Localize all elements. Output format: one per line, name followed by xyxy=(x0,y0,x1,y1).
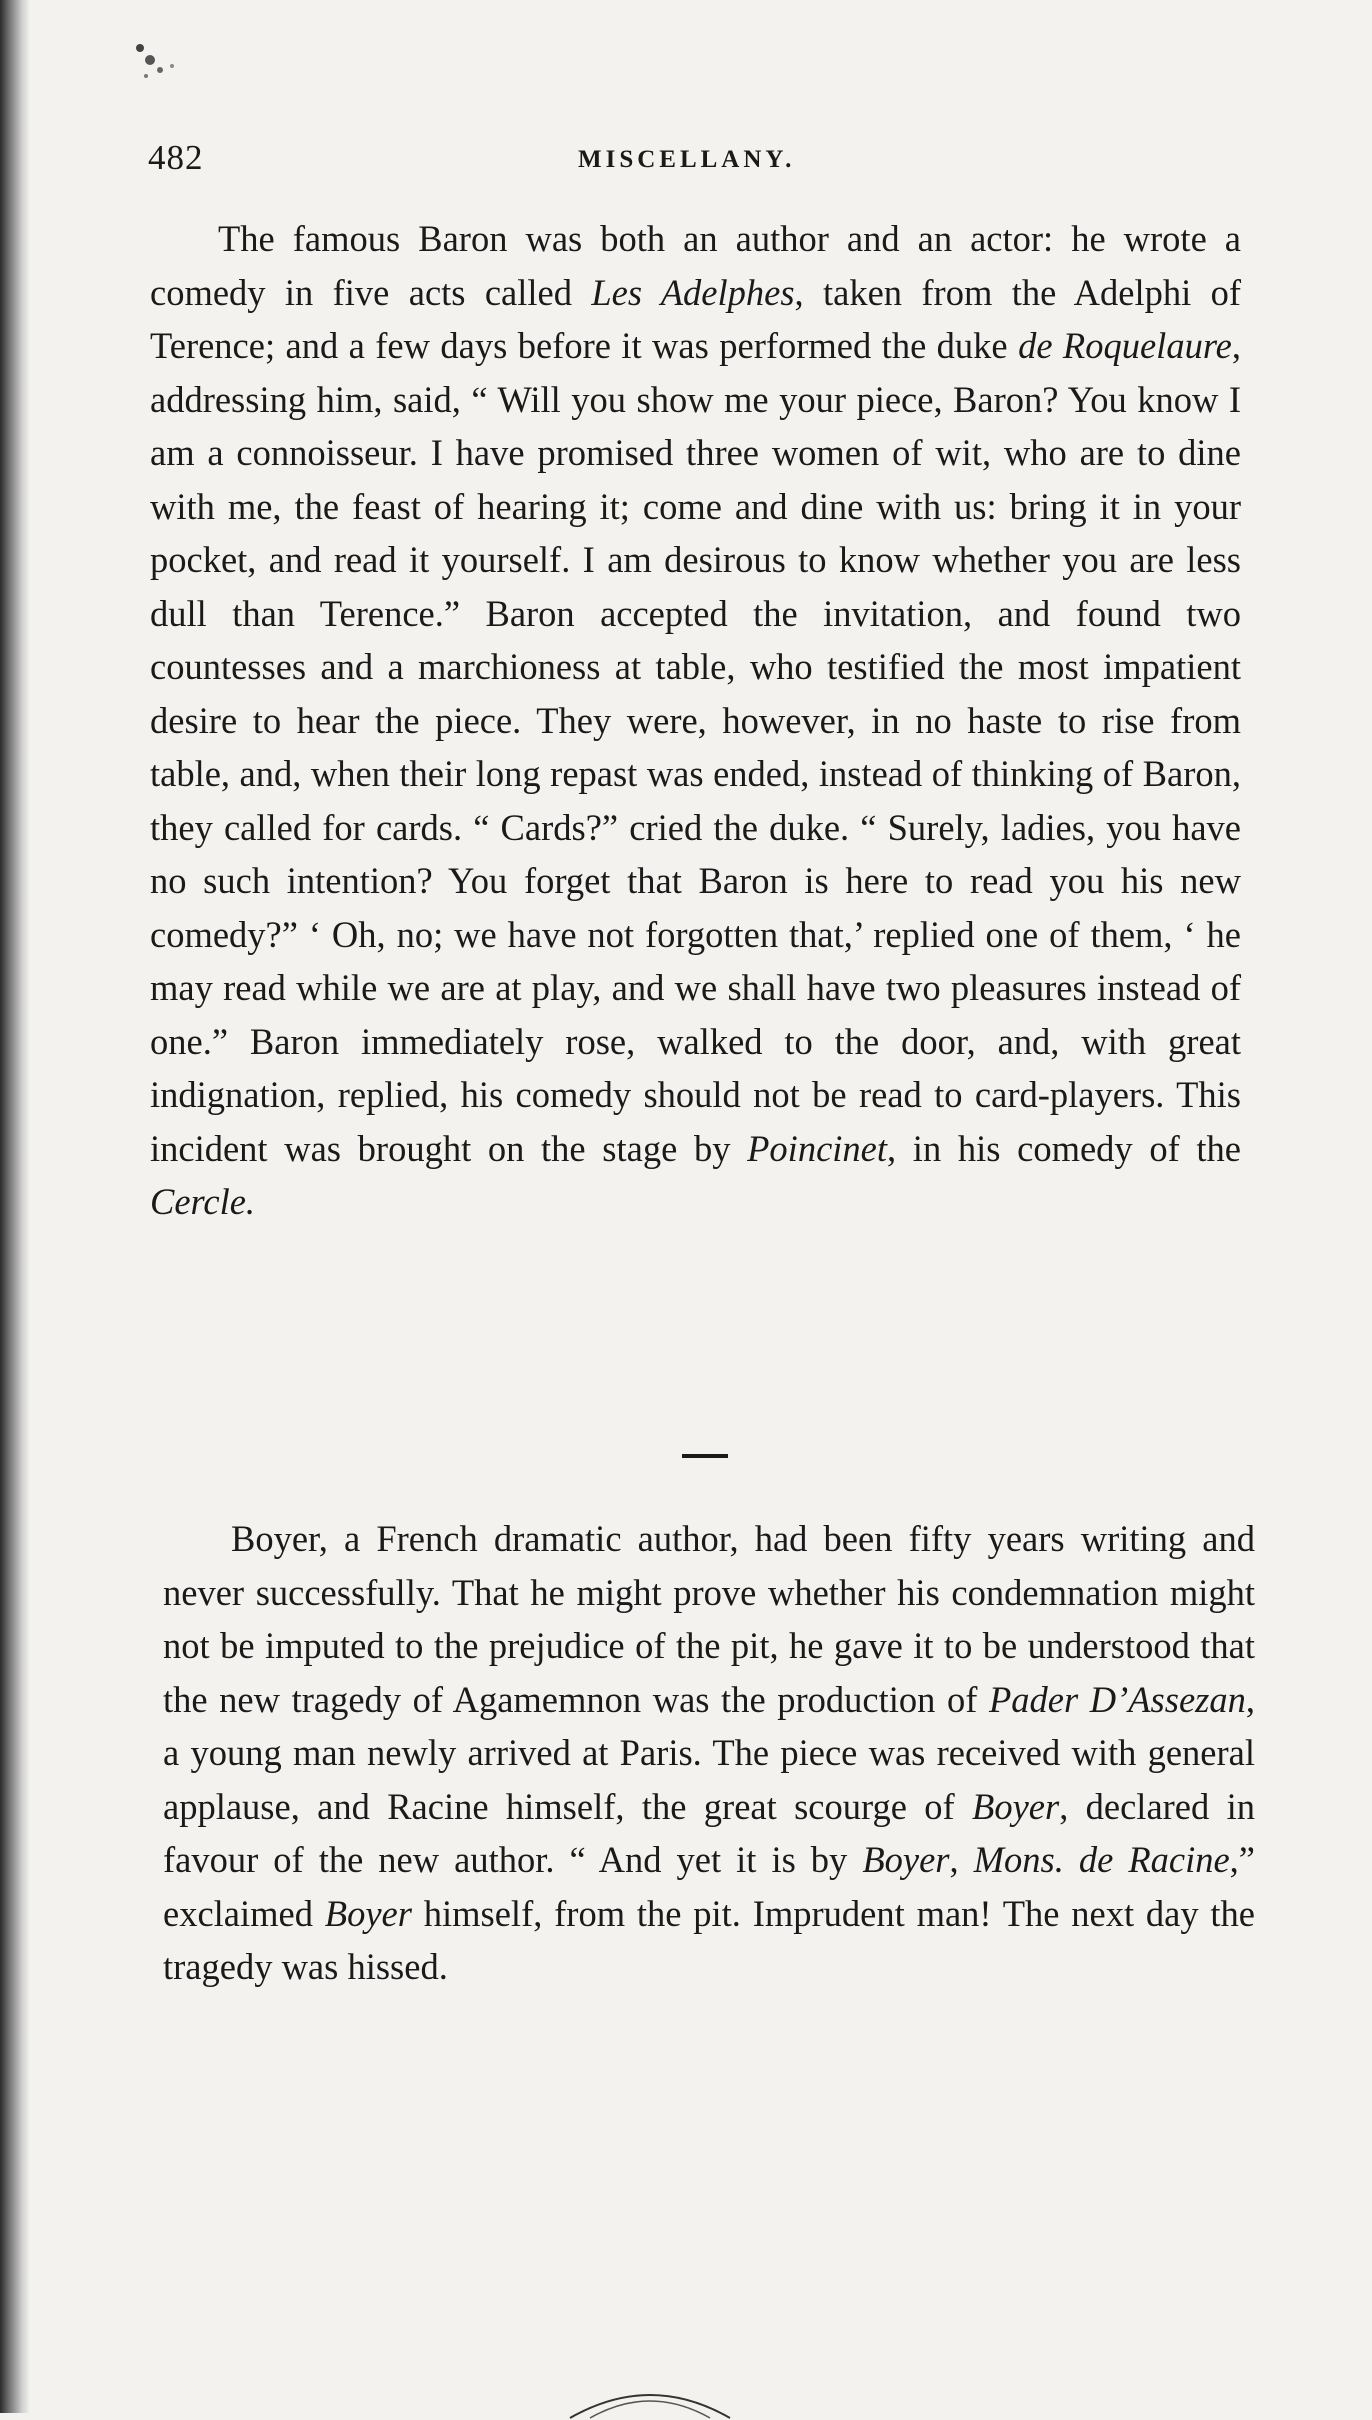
italic-title-cercle: Cercle. xyxy=(150,1181,256,1222)
italic-name-mons-de-racine: Mons. de Racine xyxy=(973,1839,1230,1880)
page-header xyxy=(148,138,1248,178)
paragraph-text: , addressing him, said, “ Will you show me your piece, Baron? You know I am a connoisseur. I have promised three women of wit, who are to dine with me, the feast of hearing it; come and dine with us: bring it in your pocket, and read it yourself. I am desirous to know whether you are less dull than Terence.” Baron accepted the invitation, and found two countesses and a marchioness at table, who testified the most impatient desire to hear the piece. They were, however, in no haste to rise from table, and, when their long repast was ended, instead of thinking of Baron, they called for cards. “ Cards?” cried the duke. “ Surely, ladies, you have no such intention? You forget that Baron is here to read you his new comedy?” ‘ Oh, no; we have not forgotten that,’ replied one of them, ‘ he may read while we are at play, and we shall have two pleasures instead of one.” Baron immediately rose, walked to the door, and, with great indignation, replied, his comedy should not be read to card-players. This incident was brought on the stage by xyxy=(150,325,1241,1169)
italic-name-boyer: Boyer xyxy=(324,1892,412,1934)
paragraph-text: The famous Baron was both an author and an actor: he wrote a comedy in five acts called xyxy=(150,218,1241,313)
italic-name-pader-dassezan: Pader D’Assezan xyxy=(988,1678,1246,1720)
italic-name-boyer: Boyer xyxy=(862,1839,950,1880)
page-number: 482 xyxy=(148,138,204,177)
paragraph-text: , declared in favour of the new author. “ And yet it is by xyxy=(163,1785,1255,1880)
paragraph-baron-anecdote xyxy=(150,212,1241,1229)
running-title: MISCELLANY. xyxy=(578,146,796,173)
paragraph-text: Boyer, a French dramatic author, had been fifty years writing and never successfully. That he might prove whether his condemnation might not be imputed to the prejudice of the pit, he gave it to be understood that the new tragedy of Agamemnon was the production of xyxy=(163,1518,1255,1720)
book-spine-shadow xyxy=(0,0,30,2413)
paragraph-text: , xyxy=(949,1839,974,1880)
italic-name-poincinet: Poincinet xyxy=(747,1127,888,1169)
paragraph-text: , a young man newly arrived at Paris. The piece was received with general applause, and Racine himself, the great scourge of xyxy=(163,1678,1255,1827)
italic-name-boyer: Boyer xyxy=(972,1785,1060,1827)
paragraph-text: himself, from the pit. Imprudent man! The next day the tragedy was hissed. xyxy=(163,1892,1255,1987)
paragraph-text: , taken from the Adelphi of Terence; and a few days before it was performed the duke xyxy=(150,271,1241,366)
italic-title-les-adelphes: Les Adelphes xyxy=(591,271,795,313)
bottom-ornament-arc xyxy=(560,2360,740,2420)
paragraph-boyer-anecdote xyxy=(163,1512,1255,1994)
ink-speck-decoration xyxy=(120,30,200,100)
paragraph-text: , in his comedy of the xyxy=(887,1127,1241,1169)
section-divider-rule xyxy=(682,1454,728,1458)
paragraph-text: ,” exclaimed xyxy=(163,1839,1255,1934)
italic-name-roquelaure: de Roquelaure xyxy=(1018,325,1232,366)
